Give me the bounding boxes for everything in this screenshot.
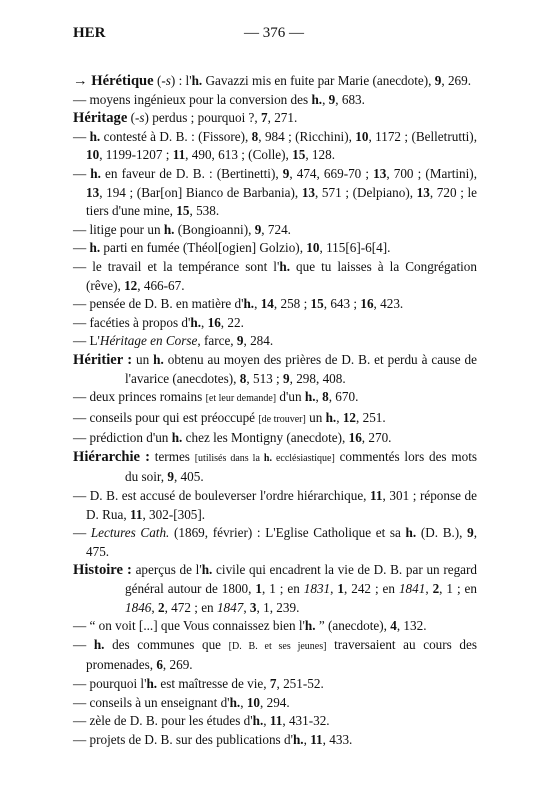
index-subentry: — le travail et la tempérance sont l'h. que tu laisses à la Congrégation (rêve), 12, 466-67.: [73, 258, 477, 293]
index-subentry: — zèle de D. B. pour les études d'h., 11, 431-32.: [73, 713, 330, 729]
index-subentry: — facéties à propos d'h., 16, 22.: [73, 314, 244, 330]
index-subentry: — conseils à un enseignant d'h., 10, 294.: [73, 694, 290, 710]
index-subentry: — D. B. est accusé de bouleverser l'ordre hiérarchique, 11, 301 ; réponse de D. Rua, 11, 302-[305].: [73, 488, 477, 522]
index-entries: [73, 72, 477, 749]
index-subentry: — pourquoi l'h. est maîtresse de vie, 7, 251-52.: [73, 676, 324, 691]
index-subentry: — deux princes romains [et leur demande] d'un h., 8, 670.: [73, 389, 359, 405]
index-subentry: — prédiction d'un h. chez les Montigny (anecdote), 16, 270.: [73, 430, 392, 446]
index-headword-entry: Héritage (-s) perdus ; pourquoi ?, 7, 271.: [73, 110, 298, 127]
index-subentry: — “ on voit [...] que Vous connaissez bien l'h. ” (anecdote), 4, 132.: [73, 618, 427, 634]
running-head: HER: [73, 25, 106, 41]
index-subentry: — conseils pour qui est préoccupé [de trouver] un h., 12, 251.: [73, 409, 386, 425]
index-subentry: — h. parti en fumée (Théol[ogien] Golzio), 10, 115[6]-6[4].: [73, 240, 391, 256]
index-subentry: — h. contesté à D. B. : (Fissore), 8, 984 ; (Ricchini), 10, 1172 ; (Belletrutti), 10, 1199-1207 ; 11, 490, 613 ; (Colle), 15, 128.: [73, 128, 477, 163]
index-subentry: — h. des communes que [D. B. et ses jeunes] traversaient au cours des promenades, 6, 269.: [73, 636, 477, 673]
index-headword-entry: Histoire : aperçus de l'h. civile qui encadrent la vie de D. B. par un regard général autour de 1800, 1, 1 ; en 1831, 1, 242 ; en 1841, 2, 1 ; en 1846, 2, 472 ; en 1847, 3, 1, 239.: [73, 562, 477, 615]
index-headword-entry: → Hérétique (-s) : l'h. Gavazzi mis en fuite par Marie (anecdote), 9, 269.: [73, 73, 472, 89]
index-subentry: — L'Héritage en Corse, farce, 9, 284.: [73, 333, 274, 349]
page-number: — 376 —: [244, 25, 304, 41]
index-subentry: — moyens ingénieux pour la conversion des h., 9, 683.: [73, 91, 365, 107]
index-subentry: — h. en faveur de D. B. : (Bertinetti), 9, 474, 669-70 ; 13, 700 ; (Martini), 13, 194 ; (Bar[on] Bianco de Barbania), 13, 571 ; (Delpiano), 13, 720 ; le tiers d'une mine, 15, 538.: [73, 165, 477, 219]
index-subentry: — projets de D. B. sur des publications d'h., 11, 433.: [73, 731, 353, 747]
index-headword-entry: Héritier : un h. obtenu au moyen des prières de D. B. et perdu à cause de l'avarice (anecdotes), 8, 513 ; 9, 298, 408.: [73, 351, 477, 386]
index-headword-entry: Hiérarchie : termes [utilisés dans la h. ecclésiastique] commentés lors des mots du soir, 9, 405.: [73, 448, 477, 485]
index-subentry: — Lectures Cath. (1869, février) : L'Eglise Catholique et sa h. (D. B.), 9, 475.: [73, 525, 478, 559]
index-subentry: — pensée de D. B. en matière d'h., 14, 258 ; 15, 643 ; 16, 423.: [73, 296, 404, 312]
index-subentry: — litige pour un h. (Bongioanni), 9, 724.: [73, 221, 291, 237]
